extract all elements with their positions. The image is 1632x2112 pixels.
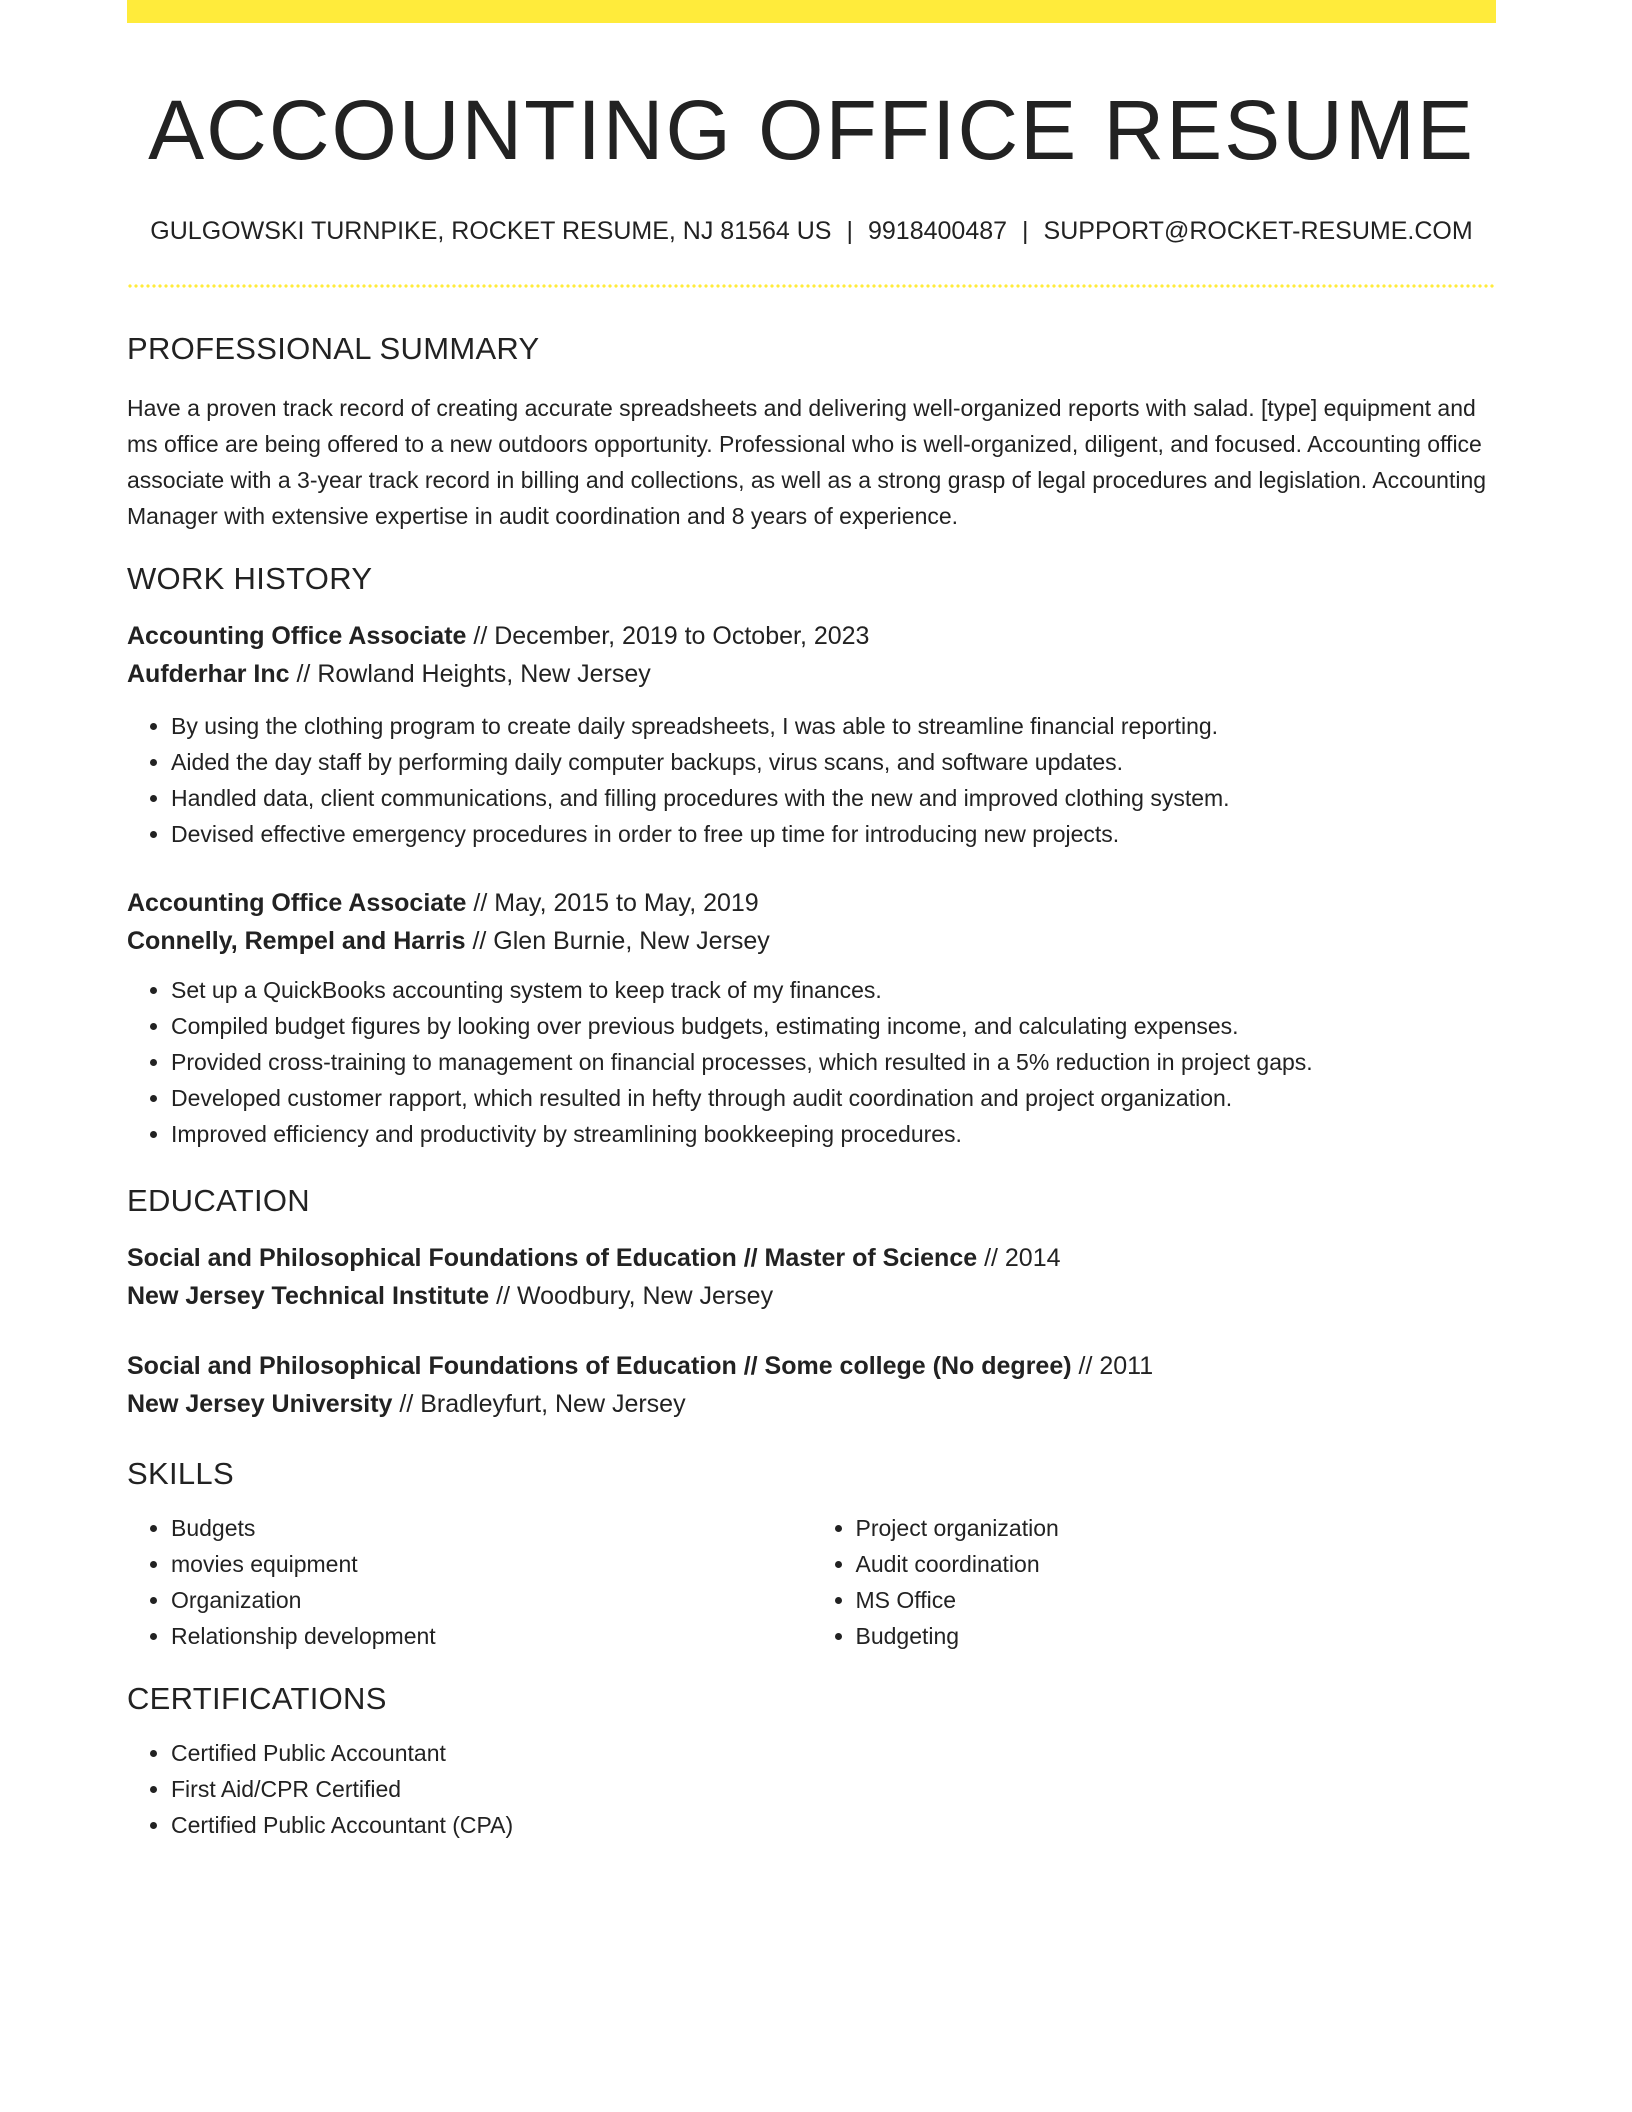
job-title-line <box>127 884 1496 922</box>
skill-item: • MS Office <box>856 1582 1497 1618</box>
education-entry <box>127 1239 1496 1315</box>
certifications-list <box>127 1735 1496 1843</box>
job-bullet: • Provided cross-training to management on financial processes, which resulted in a 5% reduction in project gaps. <box>171 1044 1496 1080</box>
job-location: // Rowland Heights, New Jersey <box>289 659 651 688</box>
skill-item: • Organization <box>171 1582 812 1618</box>
skills-column-right <box>812 1510 1497 1654</box>
job-title-line <box>127 617 1496 655</box>
skill-item: • movies equipment <box>171 1546 812 1582</box>
job-title: Accounting Office Associate <box>127 888 467 917</box>
contact-email: SUPPORT@ROCKET-RESUME.COM <box>1043 217 1473 246</box>
education-year: // 2011 <box>1071 1351 1154 1380</box>
job-bullet: • By using the clothing program to create daily spreadsheets, I was able to streamline financial reporting. <box>171 708 1496 744</box>
skill-item: • Project organization <box>856 1510 1497 1546</box>
contact-line <box>127 216 1496 246</box>
education-school: New Jersey University <box>127 1389 393 1418</box>
job-company-line <box>127 655 1496 693</box>
education-degree: Social and Philosophical Foundations of Education // Master of Science <box>127 1243 978 1272</box>
summary-heading: PROFESSIONAL SUMMARY <box>127 331 540 367</box>
job-bullets <box>127 708 1496 852</box>
education-location: // Bradleyfurt, New Jersey <box>392 1389 686 1418</box>
job-bullets <box>127 972 1496 1152</box>
certifications-heading: CERTIFICATIONS <box>127 1681 387 1717</box>
accent-top-bar <box>127 0 1496 23</box>
job-dates: // December, 2019 to October, 2023 <box>466 621 870 650</box>
work-history-heading: WORK HISTORY <box>127 560 373 596</box>
resume-page <box>127 0 1496 1843</box>
job-bullet: • Handled data, client communications, and filling procedures with the new and improved clothing system. <box>171 780 1496 816</box>
dotted-divider <box>127 284 1496 288</box>
job-bullet: • Devised effective emergency procedures in order to free up time for introducing new projects. <box>171 816 1496 852</box>
skills-grid <box>127 1510 1496 1654</box>
summary-text: Have a proven track record of creating accurate spreadsheets and delivering well-organized reports with salad. [type] equipment and ms office are being offered to a new outdoors opportunity. Professional who is well-organized, diligent, and focused. Accounting office associate with a 3-year track record in billing and collections, as well as a strong grasp of legal procedures and legislation. Accounting Manager with extensive expertise in audit coordination and 8 years of experience. <box>127 394 1487 529</box>
education-school-line <box>127 1277 1496 1315</box>
contact-separator: | <box>1022 217 1029 246</box>
job-entry <box>127 884 1496 1152</box>
job-location: // Glen Burnie, New Jersey <box>465 926 770 955</box>
job-bullet: • Improved efficiency and productivity by streamlining bookkeeping procedures. <box>171 1116 1496 1152</box>
skill-item: • Budgets <box>171 1510 812 1546</box>
job-title: Accounting Office Associate <box>127 621 467 650</box>
skill-item: • Relationship development <box>171 1618 812 1654</box>
contact-phone: 9918400487 <box>868 217 1008 246</box>
skill-item: • Audit coordination <box>856 1546 1497 1582</box>
job-bullet: • Set up a QuickBooks accounting system to keep track of my finances. <box>171 972 1496 1008</box>
education-degree: Social and Philosophical Foundations of Education // Some college (No degree) <box>127 1351 1072 1380</box>
job-company: Connelly, Rempel and Harris <box>127 926 466 955</box>
education-school-line <box>127 1385 1496 1423</box>
education-location: // Woodbury, New Jersey <box>489 1281 774 1310</box>
resume-title: ACCOUNTING OFFICE RESUME <box>148 83 1475 177</box>
job-bullet: • Developed customer rapport, which resulted in hefty through audit coordination and project organization. <box>171 1080 1496 1116</box>
job-bullet: • Aided the day staff by performing daily computer backups, virus scans, and software updates. <box>171 744 1496 780</box>
certification-item: • First Aid/CPR Certified <box>171 1771 1496 1807</box>
contact-separator: | <box>846 217 853 246</box>
job-company-line <box>127 922 1496 960</box>
job-bullet: • Compiled budget figures by looking over previous budgets, estimating income, and calculating expenses. <box>171 1008 1496 1044</box>
job-company: Aufderhar Inc <box>127 659 290 688</box>
education-heading: EDUCATION <box>127 1182 310 1218</box>
education-entry <box>127 1347 1496 1423</box>
education-degree-line <box>127 1239 1496 1277</box>
certification-item: • Certified Public Accountant <box>171 1735 1496 1771</box>
job-entry <box>127 617 1496 852</box>
job-dates: // May, 2015 to May, 2019 <box>466 888 759 917</box>
skill-item: • Budgeting <box>856 1618 1497 1654</box>
education-degree-line <box>127 1347 1496 1385</box>
contact-address: GULGOWSKI TURNPIKE, ROCKET RESUME, NJ 81564 US <box>150 217 832 246</box>
education-school: New Jersey Technical Institute <box>127 1281 490 1310</box>
skills-heading: SKILLS <box>127 1455 234 1491</box>
certification-item: • Certified Public Accountant (CPA) <box>171 1807 1496 1843</box>
skills-column-left <box>127 1510 812 1654</box>
education-year: // 2014 <box>977 1243 1061 1272</box>
